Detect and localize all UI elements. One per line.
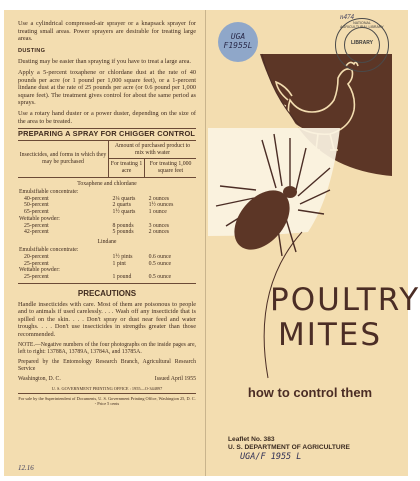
dusting-paragraph-3: Use a rotary hand duster or a power duster, depending on the size of the area to be treated. <box>18 109 196 125</box>
table-cell-sqft <box>145 216 196 223</box>
table-row <box>18 254 196 261</box>
table-cell-product: Emulsifiable concentrate: <box>19 188 79 195</box>
handwritten-page-note: 12.16 <box>18 464 34 472</box>
table-cell-sqft: 0.5 ounce <box>148 260 172 267</box>
table-cell-sqft <box>145 189 196 196</box>
table-row <box>18 209 196 216</box>
table-cell-product: 40-percent <box>24 195 49 202</box>
table-cell-product: 65-percent <box>24 209 49 216</box>
table-cell-product: 25-percent <box>24 222 49 229</box>
left-panel <box>18 20 196 406</box>
dusting-paragraph-2: Apply a 5-percent toxaphene or chlordane dust at the rate of 40 pounds per acre (or 1 pound per 1,000 square feet), or a 1-percent lindane dust at the rate of 25 pounds per acre (or 0.6 pound per 1,000 square feet). The treatment gives control for about the same period as sprays. <box>18 68 196 107</box>
sticker-line-1: UGA <box>230 32 246 41</box>
table-cell-product: 20-percent <box>24 253 49 260</box>
table-cell-sqft: 1 ounce <box>148 209 167 216</box>
sprayer-paragraph: Use a cylindrical compressed-air sprayer or a knapsack sprayer for treating small areas. Power sprayers are desirable for treating large areas. <box>18 20 196 43</box>
table-col2-header: For treating 1 acre <box>109 159 145 178</box>
table-cell-acre: 1 pint <box>112 260 126 267</box>
table-cell-product: Wettable powder: <box>19 215 60 222</box>
table-cell-product: Emulsifiable concentrate: <box>19 247 79 254</box>
table-col3-header: For treating 1,000 square feet <box>145 159 196 178</box>
chigger-spray-table <box>18 141 196 281</box>
table-row <box>18 216 196 223</box>
dusting-paragraph-1: Dusting may be easier than spraying if you have to treat a large area. <box>18 58 191 66</box>
table-row <box>18 202 196 209</box>
table-group-row <box>18 236 196 247</box>
table-group-row <box>18 177 196 188</box>
table-row <box>18 223 196 230</box>
table-col1-header: Insecticides, and forms in which they may be purchased <box>18 141 109 178</box>
library-stamp <box>335 18 389 72</box>
leaflet-info <box>228 436 350 452</box>
table-cell-sqft: 1½ ounces <box>148 202 174 209</box>
photo-note: NOTE.—Negative numbers of the four photographs on the inside pages are, left to right: 13788A, 13789A, 13784A, and 13785A. <box>18 341 196 355</box>
table-group-name: Toxaphene and chlordane <box>77 180 137 187</box>
table-cell-sqft: 0.5 ounce <box>148 274 172 281</box>
leaflet-number: Leaflet No. 383 <box>228 436 275 443</box>
table-cell-acre: 1 pound <box>112 274 132 281</box>
footer-rule <box>18 393 196 394</box>
table-row <box>18 247 196 254</box>
table-cell-product: 42-percent <box>24 229 49 236</box>
table-bottom-rule <box>18 283 196 284</box>
table-cell-product: Wettable powder: <box>19 267 60 274</box>
table-cell-sqft: 0.6 ounce <box>148 253 172 260</box>
table-cell-acre: 5 pounds <box>112 229 134 236</box>
table-cell-sqft: 2 ounces <box>148 229 170 236</box>
table-cell-sqft: 2 ounces <box>148 195 170 202</box>
issue-date: Issued April 1955 <box>154 375 196 382</box>
table-body <box>18 177 196 281</box>
table-cell-acre: 8 pounds <box>112 222 134 229</box>
table-cell-acre <box>109 216 145 223</box>
table-cell-acre <box>109 267 145 274</box>
title-line-2: MITES <box>277 317 383 353</box>
table-cell-acre: 2¼ quarts <box>112 195 136 202</box>
table-cell-product: 25-percent <box>24 274 49 281</box>
table-group-name: Lindane <box>97 239 117 246</box>
table-cell-sqft <box>145 247 196 254</box>
spray-heading: PREPARING A SPRAY FOR CHIGGER CONTROL <box>18 130 196 141</box>
sticker-line-2: F1955L <box>223 41 253 50</box>
mite-head <box>283 186 297 198</box>
issue-city: Washington, D. C. <box>18 375 61 382</box>
gpo-line: U. S. GOVERNMENT PRINTING OFFICE : 1955—O-344897 <box>51 385 163 391</box>
table-row <box>18 261 196 268</box>
library-sticker <box>218 22 258 62</box>
stamp-ring-text: NATIONAL AGRICULTURAL LIBRARY <box>340 21 384 29</box>
title-line-1: POULTRY <box>270 282 420 318</box>
dusting-heading: DUSTING <box>18 47 46 54</box>
precautions-heading: PRECAUTIONS <box>77 289 137 299</box>
prepared-by: Prepared by the Entomology Research Branch, Agricultural Research Service <box>18 358 196 372</box>
table-cell-sqft <box>145 267 196 274</box>
cover-title <box>270 282 420 353</box>
table-row <box>18 229 196 236</box>
department-name: U. S. DEPARTMENT OF AGRICULTURE <box>228 444 350 451</box>
sale-line: For sale by the Superintendent of Documents, U. S. Government Printing Office, Washington 25, D. C. - Price 5 cents <box>18 395 196 407</box>
table-cell-acre <box>109 247 145 254</box>
table-row <box>18 189 196 196</box>
table-cell-acre: 1½ quarts <box>112 209 136 216</box>
precautions-paragraph: Handle insecticides with care. Most of them are poisonous to people and to animals if used carelessly. . . . Wash off any insecticide that is spilled on the skin. . . . Don't spray or dust near feed and water troughs. . . . Don't use insecticides in strengths greater than those recommended. <box>18 300 196 339</box>
table-group-header: Amount of purchased product to mix with water <box>109 141 197 159</box>
handwritten-catalog-number: n474 <box>340 13 354 21</box>
table-row <box>18 274 196 281</box>
table-cell-sqft: 3 ounces <box>148 222 170 229</box>
table-cell-acre: 1½ pints <box>112 253 133 260</box>
issue-line <box>18 376 196 383</box>
table-cell-acre: 2 quarts <box>112 202 132 209</box>
table-row <box>18 267 196 274</box>
table-cell-acre <box>109 189 145 196</box>
cover-subtitle: how to control them <box>247 385 373 400</box>
table-cell-product: 25-percent <box>24 260 49 267</box>
stamp-library-text: LIBRARY <box>350 40 374 46</box>
table-cell-product: 50-percent <box>24 202 49 209</box>
handwritten-call-number: UGA/F 1955 L <box>240 452 302 462</box>
